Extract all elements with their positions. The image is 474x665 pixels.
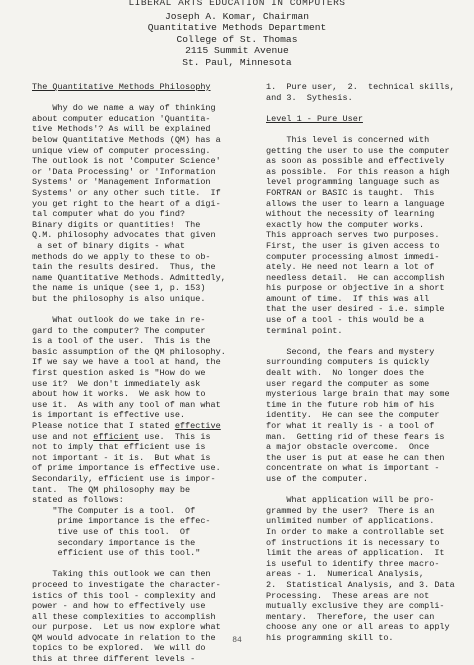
text-line-efficient [32, 432, 245, 443]
text-line: as soon as possible and effectively [266, 156, 445, 167]
text-line: Why do we name a way of thinking [32, 103, 216, 114]
text-line: Q.M. philosophy advocates that given [32, 230, 216, 241]
text-line: gard to the computer? The computer [32, 325, 206, 336]
paragraph-pure-user-3 [266, 495, 471, 643]
text-line: QM would advocate in relation to the [32, 632, 216, 643]
text-line: limit the areas of application. It [266, 548, 445, 559]
text-line: or 'Data Processing' or 'Information [32, 166, 216, 177]
text-line: is a tool of the user. This is the [32, 336, 211, 347]
text-line: exactly how the computer works. [266, 219, 425, 230]
text-line: his purpose or objective in a short [266, 283, 445, 294]
text-line: terminal point. [266, 325, 343, 336]
street-address: 2115 Summit Avenue [185, 45, 289, 57]
paragraph-philosophy-2 [32, 315, 245, 506]
text-line: time in the future rob him of his [266, 399, 435, 410]
text-line: Secondarily, efficient use is impor- [32, 473, 216, 484]
text-line: that the user desired - i.e. simple [266, 304, 445, 315]
underlined-efficient: efficient [93, 431, 140, 442]
text-line: not important - it is. But what is [32, 452, 211, 463]
city-state: St. Paul, Minnesota [182, 56, 292, 68]
quote-line: tive use of this tool. Of [32, 526, 191, 537]
text-line: use it? We don't immediately ask [32, 378, 201, 389]
text-line: proceed to investigate the character- [32, 579, 221, 590]
text-line: as possible. For this reason a high [266, 166, 450, 177]
text-line: but the philosophy is also unique. [32, 293, 206, 304]
college-name: College of St. Thomas [176, 33, 298, 45]
paragraph-pure-user-2 [266, 347, 471, 485]
text-line: dealt with. No longer does the [266, 368, 425, 379]
text-line: computer processing almost immedi- [266, 251, 440, 262]
text-line: a set of binary digits - what [32, 240, 186, 251]
text-line-effective [32, 421, 245, 432]
quote-line: secondary importance is the [32, 537, 196, 548]
text-line: tant. The QM philosophy may be [32, 484, 191, 495]
text-line: methods do we apply to these to ob- [32, 251, 211, 262]
left-column [32, 82, 245, 665]
text-run: use. This is [139, 431, 211, 442]
text-line: of instructions it is necessary to [266, 537, 440, 548]
text-line: What outlook do we take in re- [32, 315, 206, 326]
text-line: this at three different levels - [32, 654, 196, 665]
text-run: Please notice that I stated [32, 421, 175, 431]
text-line: tain the results desired. Thus, the [32, 262, 216, 273]
text-line: What application will be pro- [266, 495, 435, 506]
text-line: the user is put at ease he can then [266, 452, 445, 463]
text-line: needless detail. He can accomplish [266, 272, 445, 283]
text-line: FORTRAN or BASIC is taught. This [266, 187, 435, 198]
author-address-block [0, 11, 474, 68]
text-line: 2. Statistical Analysis, and 3. Data [266, 579, 455, 590]
text-line: unique view of computer processing. [32, 145, 211, 156]
author-name: Joseph A. Komar, Chairman [165, 11, 309, 22]
running-head: LIBERAL ARTS EDUCATION IN COMPUTERS [128, 0, 346, 8]
quote-line: prime importance is the effec- [32, 516, 211, 527]
department-name: Quantitative Methods Department [147, 22, 327, 34]
text-line: name Quantitative Methods. Admittedly, [32, 272, 226, 283]
text-line: below Quantitative Methods (QM) has a [32, 134, 221, 145]
text-line: If we say we have a tool at hand, the [32, 357, 221, 368]
text-line: Systems' or any other such title. If [32, 187, 221, 198]
page-number: 84 [232, 636, 242, 645]
section-heading-philosophy: The Quantitative Methods Philosophy [32, 82, 211, 92]
text-line: not to imply that efficient use is [32, 442, 206, 453]
text-line: This level is concerned with [266, 134, 430, 145]
text-line: first question asked is "How do we [32, 368, 206, 379]
text-line: allows the user to learn a language [266, 198, 445, 209]
text-line: tal computer what do you find? [32, 209, 186, 220]
text-line: getting the user to use the computer [266, 145, 450, 156]
paragraph-philosophy-1 [32, 103, 245, 304]
text-line: about computer education 'Quantita- [32, 113, 211, 124]
text-line: areas - 1. Numerical Analysis, [266, 569, 425, 580]
text-line: concentrate on what is important - [266, 463, 440, 474]
text-line: amount of time. If this was all [266, 293, 430, 304]
text-line: Processing. These areas are not [266, 590, 430, 601]
text-line: mentary. Therefore, the user can [266, 611, 435, 622]
text-line: about how it works. We ask how to [32, 389, 206, 400]
text-line: ately. He need not learn a lot of [266, 262, 435, 273]
text-line: unlimited number of applications. [266, 516, 435, 527]
text-line: use of the computer. [266, 473, 369, 484]
text-line: istics of this tool - complexity and [32, 590, 216, 601]
paragraph-pure-user-1 [266, 135, 471, 336]
paragraph-philosophy-3 [32, 569, 245, 664]
text-line: of prime importance is effective use. [32, 463, 221, 474]
text-line: power - and how to effectively use [32, 601, 206, 612]
text-run: use and not [32, 431, 94, 442]
text-line: First, the user is given access to [266, 240, 440, 251]
text-line: identity. He can see the computer [266, 410, 440, 421]
text-line: user regard the computer as some [266, 378, 430, 389]
quote-line: efficient use of this tool." [32, 548, 201, 559]
text-line: grammed by the user? There is an [266, 505, 435, 516]
text-line: all these complexities to accomplish [32, 611, 216, 622]
text-line: In order to make a controllable set [266, 526, 445, 537]
text-line: a major obstacle overcome. Once [266, 442, 430, 453]
section-heading-pure-user: Level 1 - Pure User [266, 113, 363, 124]
text-line: The outlook is not 'Computer Science' [32, 156, 221, 167]
levels-list-intro [266, 82, 471, 103]
block-quote-philosophy [32, 506, 245, 559]
text-line: Systems' or 'Management Information [32, 177, 211, 188]
text-line: tive Methods'? As will be explained [32, 124, 211, 135]
text-line: without the necessity of learning [266, 209, 435, 220]
text-line: basic assumption of the QM philosophy. [32, 346, 226, 357]
text-line: Binary digits or quantities! The [32, 219, 201, 230]
right-column [266, 82, 471, 643]
text-line: Second, the fears and mystery [266, 346, 435, 357]
text-line: 1. Pure user, 2. technical skills, [266, 82, 455, 92]
text-line: is useful to identify three macro- [266, 558, 440, 569]
text-line: topics to be explored. We will do [32, 643, 206, 654]
text-line: Taking this outlook we can then [32, 569, 211, 580]
text-line: use of a tool - this would be a [266, 315, 425, 326]
text-line: level programming language such as [266, 177, 440, 188]
text-line: our purpose. Let us now explore what [32, 622, 221, 633]
text-line: surrounding computers is quickly [266, 357, 430, 368]
text-line: man. Getting rid of these fears is [266, 431, 445, 442]
text-line: the name is unique (see 1, p. 153) [32, 283, 206, 294]
text-line: stated as follows: [32, 495, 124, 506]
text-line: mutually exclusive they are compli- [266, 601, 445, 612]
underlined-effective: effective [174, 421, 221, 431]
text-line: choose any one or all areas to apply [266, 622, 450, 633]
text-line: mysterious large brain that may some [266, 389, 450, 400]
text-line: his programming skill to. [266, 632, 394, 643]
text-line: you get right to the heart of a digi- [32, 198, 221, 209]
text-line: and 3. Sythesis. [266, 92, 353, 103]
text-line: use it. As with any tool of man what [32, 399, 221, 410]
text-line: for what it really is - a tool of [266, 421, 435, 431]
quote-line: "The Computer is a tool. Of [32, 505, 196, 516]
text-line: is important is effective use. [32, 410, 186, 421]
text-line: This approach serves two purposes. [266, 230, 440, 241]
